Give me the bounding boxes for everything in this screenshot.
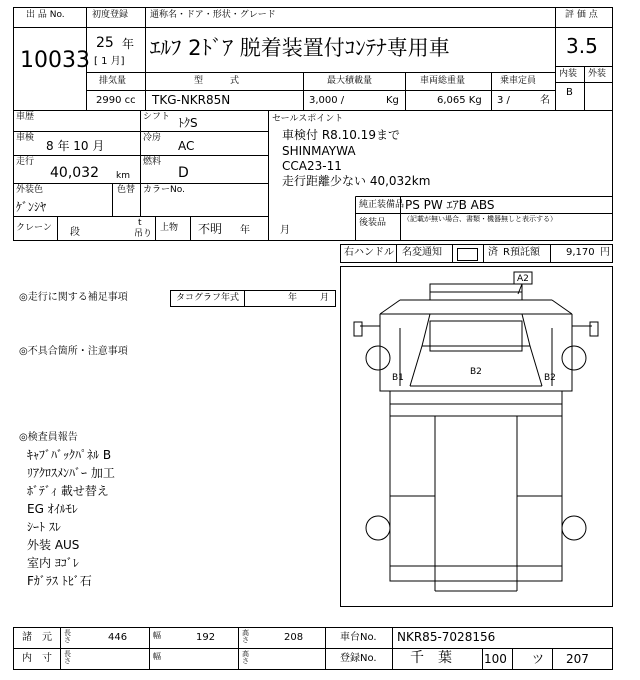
- upper-month-unit: 月: [280, 225, 290, 236]
- width-value: 192: [196, 632, 216, 643]
- interior-grade-label: 内装: [559, 69, 578, 79]
- equipment-label: 純正装備品: [359, 200, 405, 210]
- sales-point-line: SHINMAYWA: [282, 144, 356, 158]
- grade-label: 評 価 点: [565, 10, 598, 20]
- inspector-report-label: ◎検査員報告: [19, 432, 78, 443]
- max-load-label: 最大積載量: [327, 76, 373, 86]
- ac-value: AC: [178, 139, 195, 153]
- width-label: 幅: [153, 631, 161, 640]
- interior-dimensions-label: 内 寸: [22, 653, 52, 664]
- inspector-line: ﾎﾞﾃﾞｨ 載せ替え: [27, 484, 109, 498]
- sales-point-line: 走行距離少ない 40,032km: [282, 174, 431, 188]
- inspector-line: Fｶﾞﾗｽ ﾄﾋﾞ石: [27, 574, 92, 588]
- inner-width-label: 幅: [153, 652, 161, 661]
- vehicle-damage-diagram: [340, 266, 612, 606]
- inspection-label: 車検: [16, 133, 35, 143]
- registration-number: 207: [566, 652, 589, 666]
- inspector-line: 外装 AUS: [27, 538, 80, 552]
- displacement-value: 2990 cc: [96, 95, 136, 106]
- registration-kana: ツ: [532, 652, 545, 666]
- defects-label: ◎不具合箇所・注意事項: [19, 346, 128, 357]
- fuel-value: D: [178, 165, 189, 181]
- fuel-label: 燃料: [143, 157, 162, 167]
- recycle-fee-value: 9,170: [566, 247, 595, 258]
- exterior-color-label: 外装色: [16, 185, 44, 195]
- post-equipment-note: （記載が無い場合、書類・機器無しと表示する）: [403, 215, 557, 223]
- yen-unit: 円: [600, 247, 610, 258]
- upper-body-label: 上物: [160, 223, 179, 233]
- tachograph-label: タコグラフ年式: [176, 293, 240, 303]
- right-hand-drive-label: 右ハンドル: [344, 247, 394, 258]
- shift-value: ﾄｸS: [178, 116, 198, 130]
- registration-year-unit: 年: [122, 37, 135, 51]
- color-number-label: カラーNo.: [143, 185, 185, 195]
- length-value: 446: [108, 632, 128, 643]
- inspector-line: ｼｰﾄ ｽﾚ: [27, 520, 61, 534]
- inspector-line: EG ｵｲﾙﾓﾚ: [27, 502, 78, 516]
- capacity-label: 乗車定員: [500, 76, 537, 86]
- inspection-value: 8 年 10 月: [46, 139, 105, 153]
- inner-height-label: 高さ: [242, 650, 249, 665]
- damage-mark: B2: [544, 373, 556, 383]
- first-registration-label: 初度登録: [92, 10, 129, 20]
- crane-stage-unit: 段: [70, 227, 80, 238]
- gross-weight-label: 車両総重量: [420, 76, 466, 86]
- shift-label: シフト: [143, 112, 171, 122]
- interior-grade: B: [566, 87, 573, 98]
- gross-weight-value: 6,065 Kg: [437, 95, 482, 106]
- driving-remarks-label: ◎走行に関する補足事項: [19, 292, 128, 303]
- exterior-color-value: ｹﾞﾝｼﾔ: [16, 200, 47, 214]
- mileage-unit: km: [116, 171, 130, 181]
- inspector-line: ﾘｱｸﾛｽﾒﾝﾊﾞｰ 加工: [27, 466, 115, 480]
- exterior-grade-label: 外装: [588, 69, 607, 79]
- height-label: 高さ: [242, 629, 249, 644]
- color-change-label: 色替: [117, 185, 136, 195]
- registration-number-label: 登録No.: [340, 653, 377, 664]
- vehicle-name: ｴﾙﾌ 2ﾄﾞｱ 脱着装置付ｺﾝﾃﾅ専用車: [150, 36, 450, 60]
- inspector-line: ｷｬﾌﾞﾊﾞｯｸﾊﾟﾈﾙ B: [27, 448, 112, 462]
- name-change-done: 済: [488, 247, 498, 258]
- equipment-value: PS PW ｴｱB ABS: [405, 198, 495, 212]
- overall-score: 3.5: [566, 34, 598, 58]
- sales-points-label: セールスポイント: [272, 114, 344, 124]
- sales-point-line: CCA23-11: [282, 159, 342, 173]
- inspector-line: 室内 ﾖｺﾞﾚ: [27, 556, 79, 570]
- ac-label: 冷房: [143, 133, 162, 143]
- inner-length-label: 長さ: [64, 650, 71, 665]
- name-change-label: 名変通知: [402, 247, 442, 258]
- crane-label: クレーン: [16, 223, 52, 233]
- height-value: 208: [284, 632, 304, 643]
- max-load-value: 3,000 /: [309, 95, 345, 106]
- chassis-number-value: NKR85-7028156: [397, 630, 496, 644]
- registration-region: 千 葉: [410, 650, 452, 666]
- tachograph-month-unit: 月: [320, 293, 330, 303]
- chassis-number-label: 車台No.: [340, 632, 377, 643]
- registration-class: 100: [484, 652, 507, 666]
- upper-year-unit: 年: [240, 225, 250, 236]
- model-code-value: TKG-NKR85N: [152, 93, 231, 107]
- displacement-label: 排気量: [99, 76, 127, 86]
- lot-no: 10033: [20, 48, 90, 73]
- damage-mark: B2: [470, 367, 482, 377]
- lot-no-label: 出 品 No.: [26, 10, 65, 20]
- capacity-value: 3 /: [497, 95, 510, 106]
- registration-year: 25: [96, 35, 114, 51]
- recycle-fee-label: R預託額: [503, 247, 540, 258]
- capacity-unit: 名: [540, 95, 550, 106]
- model-name-label: 通称名・ドア・形状・グレード: [150, 10, 276, 20]
- model-code-label: 型 式: [194, 76, 240, 86]
- max-load-unit: Kg: [386, 95, 399, 106]
- length-label: 長さ: [64, 629, 71, 644]
- mileage-value: 40,032: [50, 165, 99, 181]
- history-label: 車歴: [16, 112, 35, 122]
- damage-mark: B1: [392, 373, 404, 383]
- sales-point-line: 車検付 R8.10.19まで: [282, 128, 400, 142]
- upper-body-value: 不明: [198, 222, 223, 236]
- crane-hoist-unit: 吊り: [134, 229, 153, 239]
- crane-ton-unit: t: [138, 218, 142, 228]
- registration-month: [ 1 月]: [94, 56, 125, 67]
- post-equipment-label: 後装品: [359, 218, 387, 228]
- specs-label: 諸 元: [22, 632, 52, 643]
- tachograph-year-unit: 年: [288, 293, 298, 303]
- damage-mark: A2: [517, 274, 529, 284]
- mileage-label: 走行: [16, 157, 35, 167]
